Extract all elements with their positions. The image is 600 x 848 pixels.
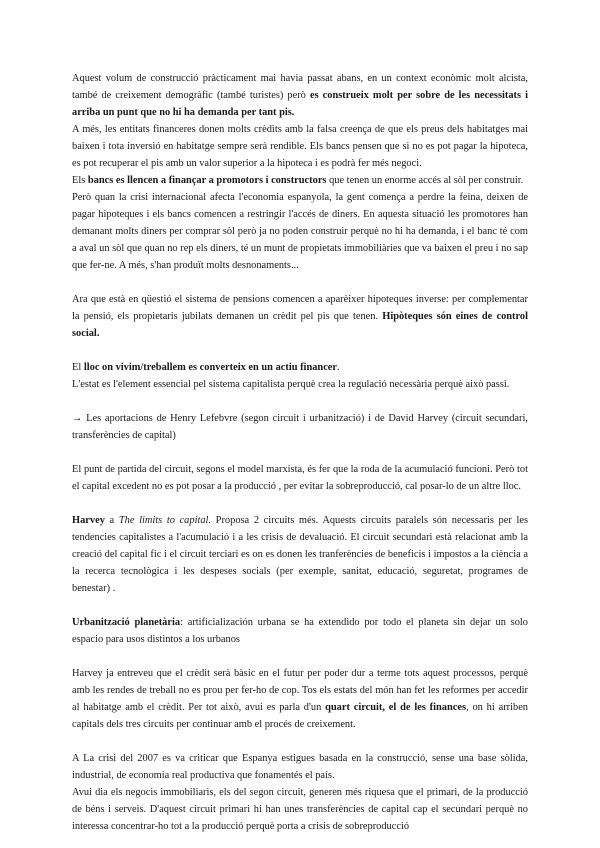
paragraph-2: A més, les entitats financeres donen molts crèdits amb la falsa creença de que els preus dels habitatges mai baixen i tota inversió en habitatge sempre serà rendible. Els bancs pensen que si no es pot pagar la hipoteca, es pot recuperar el pis amb un valor superior a la hipoteca i es podrà fer més negoci. [72, 124, 528, 169]
paragraph-9: El punt de partida del circuit, segons el model marxista, és fer que la roda de la acumulació funcioni. Però tot el capital excedent no es pot posar a la producció , per evitar la sobreproducció, cal posar-lo de un altre lloc. [72, 464, 528, 492]
paragraph-4: Però quan la crisi internacional afecta l'economia espanyola, la gent comença a perdre la feina, deixen de pagar hipoteques i els bancs comencen a restringir l'accés de diners. En aquesta situació les promotores han demanant molts diners per comprar sòl però ja no poden construir perquè no hi ha demanda, i el banc té com a aval un sòl que quan no rep els diners, té un munt de propietats immobiliàries que va baixen el preu i no sap que fer-ne. A més, s'han produït molts desnonaments... [72, 192, 528, 271]
paragraph-13: A La crisi del 2007 es va criticar que Espanya estigues basada en la construcció, sense una base sòlida, industrial, de economia real productiva que fonamentés el país. [72, 753, 528, 781]
bold-text: Urbanització planetària [72, 617, 181, 628]
spacer [72, 342, 528, 359]
text: Harvey ja entreveu que el crèdit serà bàsic en el futur per poder dur a terme tots aquest processos, perquè amb les rendes de treball no es prou per fer-ho de cop. Tos els estats del món han fet les reformes per accedir al habitatge amb el crèdit. Per tot això, avui es parla d'un [72, 668, 528, 713]
paragraph-11 [72, 614, 528, 648]
spacer [72, 733, 528, 750]
spacer [72, 444, 528, 461]
paragraph-14: Avui dia els negocis immobiliaris, els del segon circuit, generen més riquesa que el primari, de la producció de béns i serveis. D'aquest circuit primari hi han unes transferències de capital cap el secundari perquè no interessa concentrar-ho tot a la producció perquè porta a crisis de sobreproducció [72, 787, 528, 832]
bold-text: lloc on vivim/treballem es converteix en un actiu financer [83, 362, 338, 373]
spacer [72, 648, 528, 665]
paragraph-6 [72, 359, 528, 376]
paragraph-12 [72, 665, 528, 733]
text: : artificialización urbana se ha extendido por todo el planeta sin dejar un solo espacio para usos distintos a los urbanos [72, 617, 529, 645]
paragraph-3 [72, 172, 528, 189]
italic-title: The limits to capital. [118, 515, 212, 526]
text: Aquest volum de construcció pràcticament mai havia passat abans, en un context econòmic molt alcista, també de creixement demogràfic (també turistes) però [72, 73, 528, 101]
paragraph-5 [72, 291, 528, 342]
paragraph-8: → Les aportacions de Henry Lefebvre (segon circuit i urbanització) i de David Harvey (circuit secundari, transferències de capital) [72, 413, 528, 441]
spacer [72, 597, 528, 614]
text: Proposa 2 circuits més. Aquests circuits paralels són necessaris per les tendencies capitalistes a l'acumulació i a les crisis de devaluació. El circuit secundari està relacionat amb la creació del capital fic i el circuit terciari es on es donen les tranferències de beneficis i impostos a la ciència a la recerca tecnològica i les despeses socials (per exemple, sanitat, educació, seguretat, programes de benestar) . [72, 515, 528, 594]
text: El [72, 362, 84, 373]
bold-text: Harvey [72, 515, 105, 526]
paragraph-1 [72, 70, 528, 121]
text: Ara que està en qüestió el sistema de pensions comencen a aparèixer hipoteques inverse: per complementar la pensió, els propietaris jubilats demanen un crèdit pel pis que tenen. [72, 294, 528, 322]
bold-text: quart circuit, el de les finances [325, 702, 467, 713]
text: , on hi arriben capitals dels tres circuits per continuar amb el procés de creixement. [72, 702, 529, 730]
bold-text: bancs es llencen a finançar a promotors i constructors [87, 175, 327, 186]
text: a [104, 515, 119, 526]
spacer [72, 393, 528, 410]
text: que tenen un enorme accés al sòl per construir. [326, 175, 524, 186]
paragraph-7: L'estat es l'element essencial pel sistema capitalista perquè crea la regulació necessària perquè això passi. [72, 379, 510, 390]
spacer [72, 274, 528, 291]
text: Els [72, 175, 88, 186]
paragraph-10 [72, 512, 528, 597]
spacer [72, 495, 528, 512]
bold-text: Hipòteques són eines de control social. [72, 311, 529, 339]
text: . [337, 362, 340, 373]
bold-text: es construeix molt per sobre de les necessitats i arriba un punt que no hi ha demanda per tant pis. [72, 90, 528, 118]
